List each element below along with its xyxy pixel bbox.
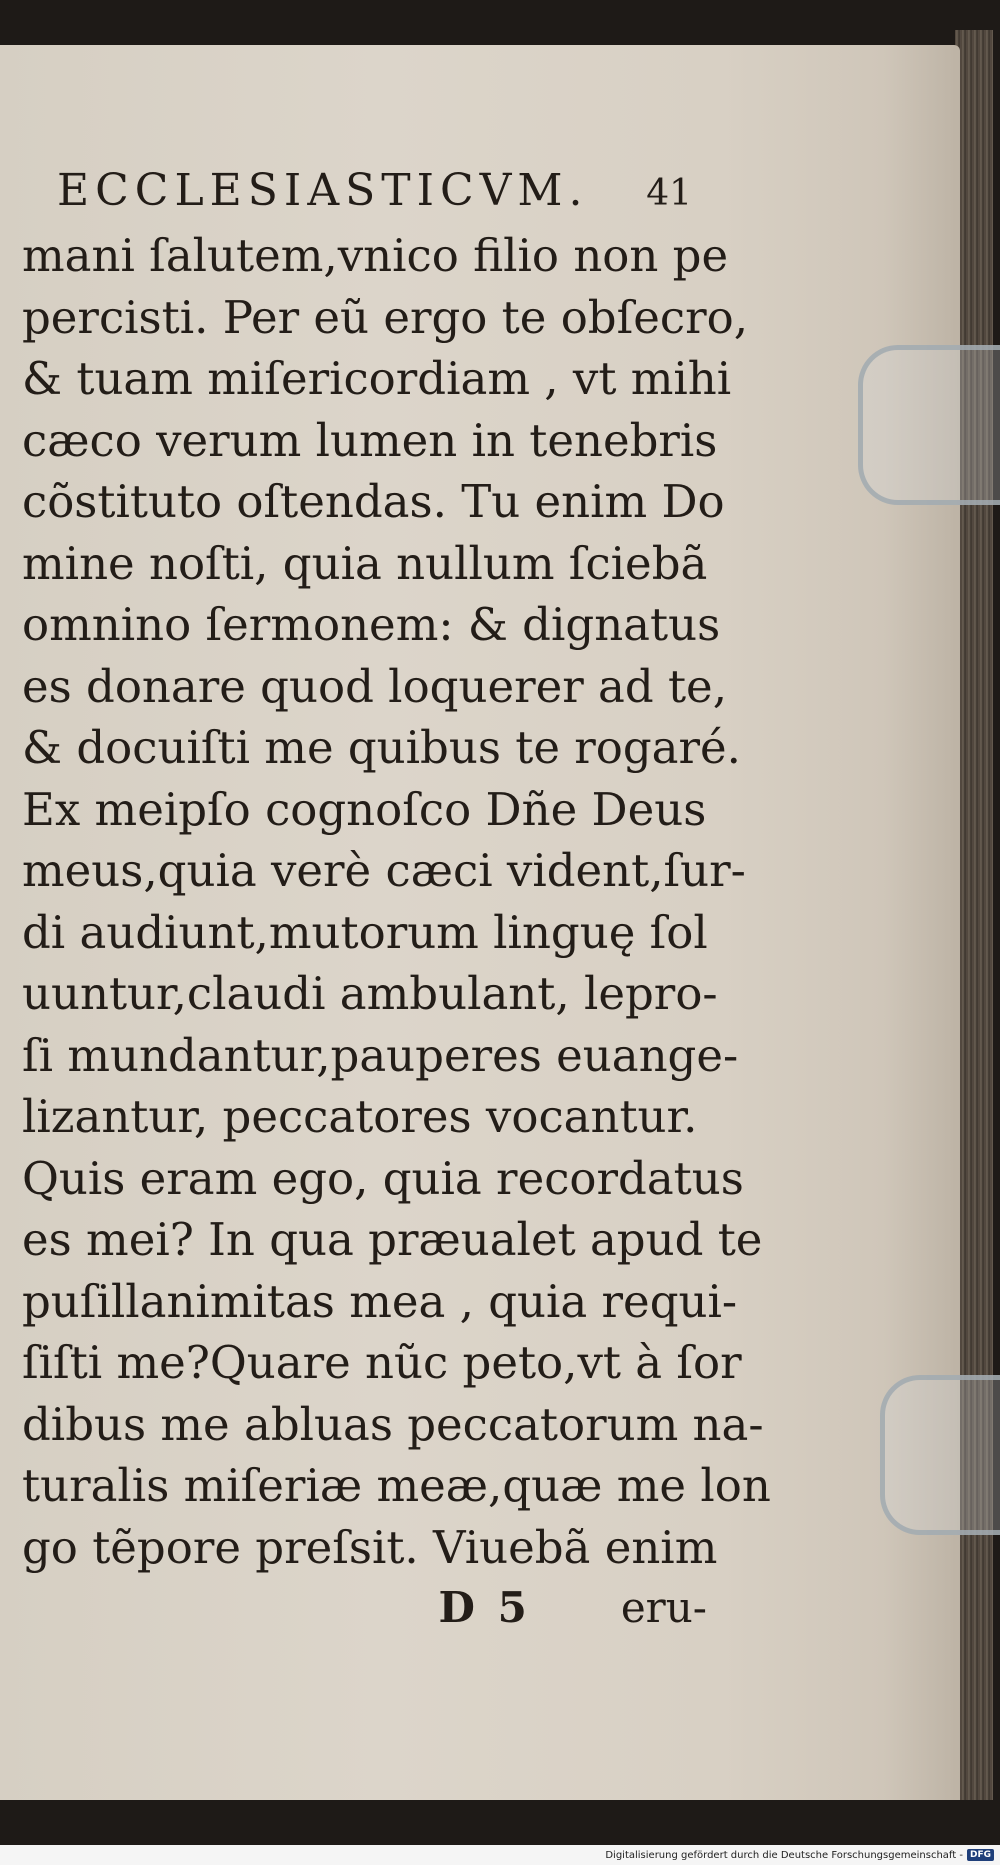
text-line: es mei? In qua præualet apud te [22,1213,763,1266]
text-line: go tẽpore preſsit. Viuebã enim [22,1520,718,1574]
text-line: percisti. Per eũ ergo te obſecro, [22,290,748,344]
footer-credit: Digitalisierung gefördert durch die Deutsche Forschungsgemeinschaft - [605,1849,963,1861]
text-line: di audiunt,mutorum linguę ſol [22,905,708,959]
text-line: ſiſti me?Quare nũc peto,vt à ſor [22,1336,742,1389]
text-line: meus,quia verè cæci vident,ſur- [22,844,746,897]
clip-top [858,345,1000,505]
clip-bottom [880,1375,1000,1535]
text-line: mine noſti, quia nullum ſciebã [22,536,708,590]
catchword: eru- [620,1583,707,1632]
folio-number: 41 [646,173,692,214]
text-line: mani ſalutem,vnico filio non pe [22,229,729,282]
text-line: Ex meipſo cognoſco Dñe Deus [22,782,707,836]
signature-line [22,1578,712,1638]
text-line: omnino ſermonem: & dignatus [22,598,721,651]
text-line: es donare quod loquerer ad te, [22,659,727,713]
signature-mark: D 5 [438,1583,531,1632]
text-line: & docuiſti me quibus te rogaré. [22,721,741,774]
text-line: cæco verum lumen in tenebris [22,413,718,467]
text-line: puſillanimitas mea , quia requi- [22,1274,738,1328]
digitization-footer [0,1845,1000,1865]
dfg-logo-icon: DFG [967,1849,994,1861]
text-line: Quis eram ego, quia recordatus [22,1151,744,1205]
running-header [22,160,712,225]
body-text [22,225,771,1578]
text-block [22,160,771,1638]
text-line: lizantur, peccatores vocantur. [22,1090,698,1143]
text-line: cõstituto oſtendas. Tu enim Do [22,475,725,528]
text-line: uuntur,claudi ambulant, lepro- [22,967,718,1020]
text-line: ſi mundantur,pauperes euange- [22,1028,739,1082]
text-line: & tuam miſericordiam , vt mihi [22,352,732,405]
running-title: ECCLESIASTICVM. [57,165,589,216]
text-line: turalis miſeriæ meæ,quæ me lon [22,1459,771,1512]
text-line: dibus me abluas peccatorum na- [22,1397,764,1451]
